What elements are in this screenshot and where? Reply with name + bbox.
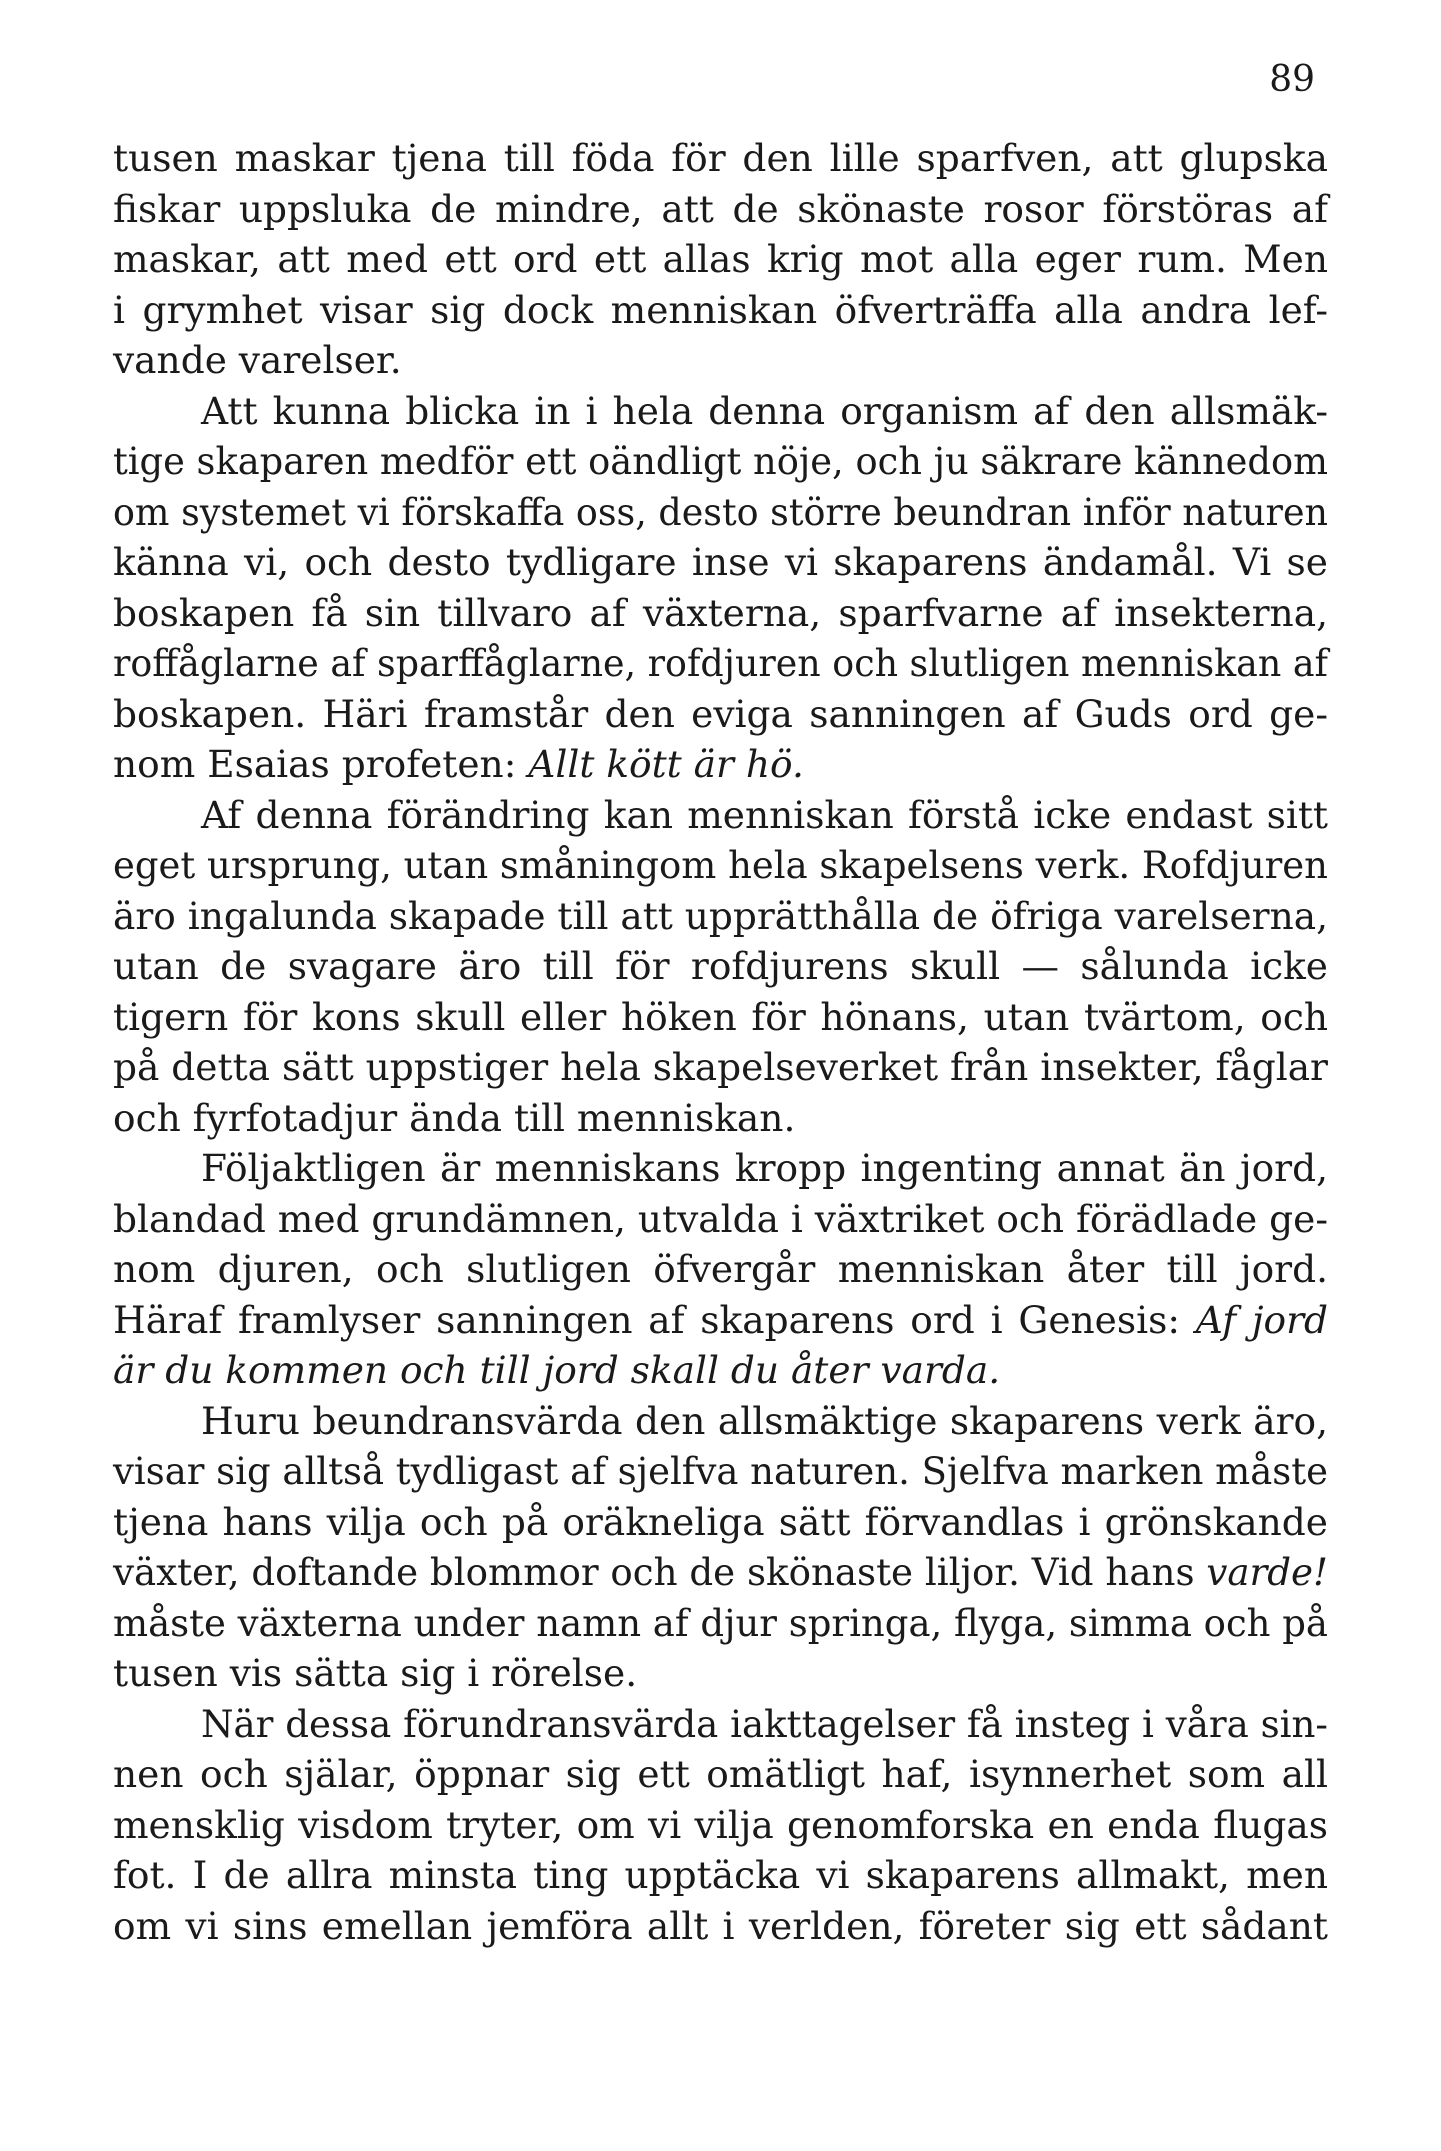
text-line-content: nen och själar, öppnar sig ett omätligt haf, isynnerhet som all xyxy=(113,1752,1328,1796)
text-line xyxy=(113,133,1328,184)
text-line xyxy=(113,1295,1328,1346)
text-line xyxy=(113,1143,1328,1194)
text-line xyxy=(113,739,1328,790)
text-line xyxy=(113,941,1328,992)
text-line-content: äro ingalunda skapade till att upprätthålla de öfriga varelserna, xyxy=(113,893,1328,938)
text-line-content: på detta sätt uppstiger hela skapelseverket från insekter, fåglar xyxy=(113,1045,1328,1089)
text-line xyxy=(113,891,1328,942)
text-line-content: om vi sins emellan jemföra allt i verlden, företer sig ett sådant xyxy=(113,1903,1328,1948)
text-line xyxy=(113,588,1328,639)
text-line xyxy=(113,992,1328,1043)
page-number: 89 xyxy=(1269,59,1315,100)
body-text xyxy=(113,133,1328,1951)
text-line-content: utan de svagare äro till för rofdjurens skull — sålunda icke xyxy=(113,944,1328,988)
text-line-content: Följaktligen är menniskans kropp ingenting annat än jord, xyxy=(201,1146,1328,1190)
text-line-content: tusen maskar tjena till föda för den lille sparfven, att glupska xyxy=(113,136,1328,180)
text-line-content: eget ursprung, utan småningom hela skapelsens verk. Rofdjuren xyxy=(113,843,1328,887)
text-line-content: tigern för kons skull eller höken för hönans, utan tvärtom, och xyxy=(113,994,1328,1039)
text-line-content: boskapen få sin tillvaro af växterna, sparfvarne af insekterna, xyxy=(113,590,1328,635)
text-line xyxy=(113,790,1328,841)
text-line xyxy=(113,1800,1328,1851)
text-line xyxy=(113,184,1328,235)
text-line-content: känna vi, och desto tydligare inse vi skaparens ändamål. Vi se xyxy=(113,540,1328,584)
text-line-content: blandad med grundämnen, utvalda i växtriket och förädlade ge- xyxy=(113,1196,1328,1241)
text-line xyxy=(113,1850,1328,1901)
text-line xyxy=(113,1901,1328,1952)
text-line-content: Huru beundransvärda den allsmäktige skaparens verk äro, xyxy=(201,1398,1328,1443)
text-line xyxy=(113,1497,1328,1548)
text-line-content: tige skaparen medför ett oändligt nöje, och ju säkrare kännedom xyxy=(113,439,1328,483)
text-line-content: När dessa förundransvärda iakttagelser få insteg i våra sin- xyxy=(201,1701,1328,1746)
text-line xyxy=(113,840,1328,891)
text-line-content: och fyrfotadjur ända till menniskan. xyxy=(113,1095,796,1140)
italic-text: varde! xyxy=(1206,1550,1328,1594)
text-line-content: boskapen. Häri framstår den eviga sanningen af Guds ord ge- xyxy=(113,691,1328,736)
text-line-content xyxy=(113,739,804,790)
text-line xyxy=(113,335,1328,386)
line-text: växter, doftande blommor och de skönaste liljor. Vid hans xyxy=(113,1550,1207,1594)
text-line-content: maskar, att med ett ord ett allas krig mot alla eger rum. Men xyxy=(113,237,1328,281)
text-line xyxy=(113,1194,1328,1245)
italic-text: Allt kött är hö. xyxy=(528,742,804,786)
text-line xyxy=(113,689,1328,740)
line-text: Häraf framlyser sanningen af skaparens ord i Genesis: xyxy=(113,1297,1196,1342)
text-line xyxy=(113,1244,1328,1295)
text-line xyxy=(113,1699,1328,1750)
text-line-content: tusen vis sätta sig i rörelse. xyxy=(113,1651,638,1695)
line-text: nom Esaias profeten: xyxy=(113,742,529,786)
text-line-content: nom djuren, och slutligen öfvergår menniskan åter till jord. xyxy=(113,1247,1328,1291)
text-line xyxy=(113,386,1328,437)
text-line-content: Af denna förändring kan menniskan förstå icke endast sitt xyxy=(201,792,1328,837)
text-line xyxy=(113,1648,1328,1699)
text-line xyxy=(113,1749,1328,1800)
text-line-content: Att kunna blicka in i hela denna organism af den allsmäk- xyxy=(201,388,1328,433)
text-line xyxy=(113,1093,1328,1144)
text-line xyxy=(113,1446,1328,1497)
text-line-content: fiskar uppsluka de mindre, att de skönaste rosor förstöras af xyxy=(113,186,1328,231)
text-line-content: tjena hans vilja och på oräkneliga sätt förvandlas i grönskande xyxy=(113,1499,1328,1544)
text-line-content: vande varelser. xyxy=(113,338,402,382)
text-line-content xyxy=(113,1547,1328,1598)
text-line xyxy=(113,1396,1328,1447)
text-line-content: mensklig visdom tryter, om vi vilja genomforska en enda flugas xyxy=(113,1802,1328,1847)
text-line-content: om systemet vi förskaffa oss, desto större beundran inför naturen xyxy=(113,489,1328,534)
text-line xyxy=(113,285,1328,336)
italic-text: Af jord xyxy=(1195,1297,1329,1342)
text-line xyxy=(113,1598,1328,1649)
text-line xyxy=(113,537,1328,588)
text-line-content: roffåglarne af sparffåglarne, rofdjuren och slutligen menniskan af xyxy=(113,641,1328,685)
text-line-content: i grymhet visar sig dock menniskan öfverträffa alla andra lef- xyxy=(113,287,1328,332)
text-line-content xyxy=(113,1345,1000,1396)
text-line xyxy=(113,436,1328,487)
text-line-content: visar sig alltså tydligast af sjelfva naturen. Sjelfva marken måste xyxy=(113,1449,1328,1493)
text-line-content: måste växterna under namn af djur springa, flyga, simma och på xyxy=(113,1600,1328,1645)
text-line xyxy=(113,1042,1328,1093)
text-line xyxy=(113,1345,1328,1396)
text-line xyxy=(113,1547,1328,1598)
text-line xyxy=(113,487,1328,538)
text-line-content: fot. I de allra minsta ting upptäcka vi skaparens allmakt, men xyxy=(113,1853,1328,1897)
text-line xyxy=(113,234,1328,285)
text-line xyxy=(113,638,1328,689)
italic-text: är du kommen och till jord skall du åter varda. xyxy=(113,1348,1001,1392)
text-line-content xyxy=(113,1295,1328,1346)
